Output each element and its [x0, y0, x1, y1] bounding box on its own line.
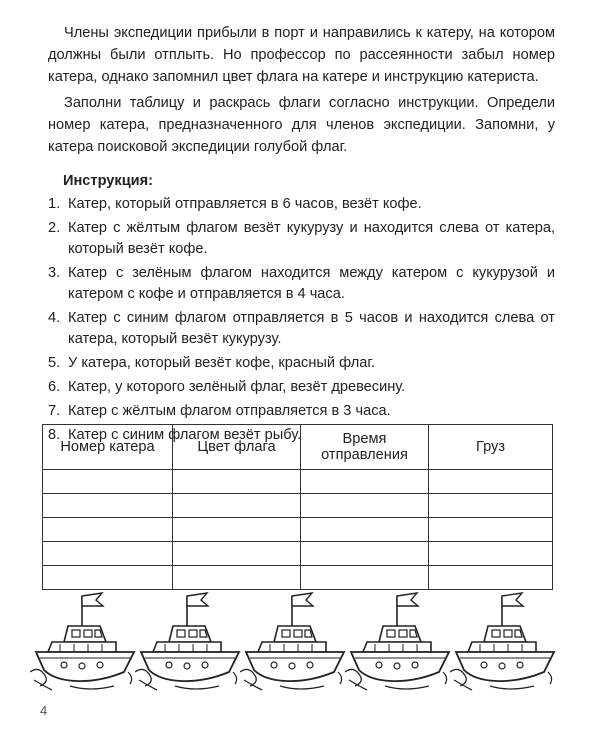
table-cell-empty[interactable]: [173, 494, 301, 518]
instruction-item: [48, 377, 555, 398]
table-row: [43, 542, 553, 566]
header-cargo: Груз: [429, 425, 553, 470]
table-cell-empty[interactable]: [173, 542, 301, 566]
instruction-number: 4.: [48, 310, 61, 326]
table-row: [43, 470, 553, 494]
header-flag-color: Цвет флага: [173, 425, 301, 470]
boats-row: [30, 586, 590, 696]
instruction-number: 2.: [48, 220, 61, 236]
instructions-list: [48, 194, 555, 449]
answer-table-body: [43, 470, 553, 590]
table-cell-empty[interactable]: [43, 542, 173, 566]
table-cell-empty[interactable]: [429, 518, 553, 542]
instruction-text: Катер, который отправляется в 6 часов, везёт кофе.: [68, 196, 422, 212]
motorboat-with-flag-icon: [240, 586, 350, 696]
table-cell-empty[interactable]: [173, 518, 301, 542]
motorboat-with-flag-icon: [135, 586, 245, 696]
instruction-text: Катер, у которого зелёный флаг, везёт древесину.: [68, 379, 406, 395]
instruction-number: 8.: [48, 427, 61, 443]
header-boat-number: Номер катера: [43, 425, 173, 470]
table-cell-empty[interactable]: [173, 470, 301, 494]
intro-paragraph-task: Заполни таблицу и раскрась флаги согласно инструкции. Определи номер катера, предназначенного для членов экспедиции. Запомни, у катера поисковой экспедиции голубой флаг.: [48, 95, 555, 155]
intro-paragraph-story: Члены экспедиции прибыли в порт и направились к катеру, на котором должны были отплыть. Но профессор по рассеянности забыл номер катера, однако запомнил цвет флага на катере и инструкцию катериста.: [48, 25, 555, 85]
motorboat-with-flag-icon: [450, 586, 560, 696]
instruction-item: [48, 218, 555, 260]
instruction-number: 1.: [48, 196, 61, 212]
table-cell-empty[interactable]: [43, 494, 173, 518]
instruction-number: 3.: [48, 265, 61, 281]
instruction-text: Катер с жёлтым флагом отправляется в 3 часа.: [68, 403, 391, 419]
instruction-item: [48, 401, 555, 422]
table-cell-empty[interactable]: [43, 470, 173, 494]
instruction-text: Катер с синим флагом отправляется в 5 часов и находится слева от катера, который везёт кукурузу.: [68, 310, 555, 347]
header-departure-time: Время отправления: [301, 425, 429, 470]
page-number: 4: [40, 703, 48, 718]
instruction-text: Катер с зелёным флагом находится между катером с кукурузой и катером с кофе и отправляется в 4 часа.: [68, 265, 555, 302]
table-cell-empty[interactable]: [301, 494, 429, 518]
table-row: [43, 494, 553, 518]
instruction-item: [48, 194, 555, 215]
table-cell-empty[interactable]: [429, 494, 553, 518]
instructions-title: Инструкция:: [63, 173, 154, 189]
instruction-item: [48, 353, 555, 374]
table-cell-empty[interactable]: [301, 518, 429, 542]
instruction-text: У катера, который везёт кофе, красный флаг.: [68, 355, 376, 371]
instruction-text: Катер с синим флагом везёт рыбу.: [68, 427, 302, 443]
instruction-item: [48, 308, 555, 350]
table-cell-empty[interactable]: [43, 518, 173, 542]
table-cell-empty[interactable]: [301, 542, 429, 566]
motorboat-with-flag-icon: [30, 586, 140, 696]
instruction-number: 5.: [48, 355, 61, 371]
instruction-item: [48, 263, 555, 305]
intro-text: [48, 22, 555, 158]
table-row: [43, 518, 553, 542]
table-cell-empty[interactable]: [301, 470, 429, 494]
instruction-number: 6.: [48, 379, 61, 395]
instruction-text: Катер с жёлтым флагом везёт кукурузу и находится слева от катера, который везёт кофе.: [68, 220, 555, 257]
table-cell-empty[interactable]: [429, 542, 553, 566]
table-cell-empty[interactable]: [429, 470, 553, 494]
table-header-row: [43, 425, 553, 470]
answer-table: [42, 424, 553, 590]
motorboat-with-flag-icon: [345, 586, 455, 696]
instruction-number: 7.: [48, 403, 61, 419]
